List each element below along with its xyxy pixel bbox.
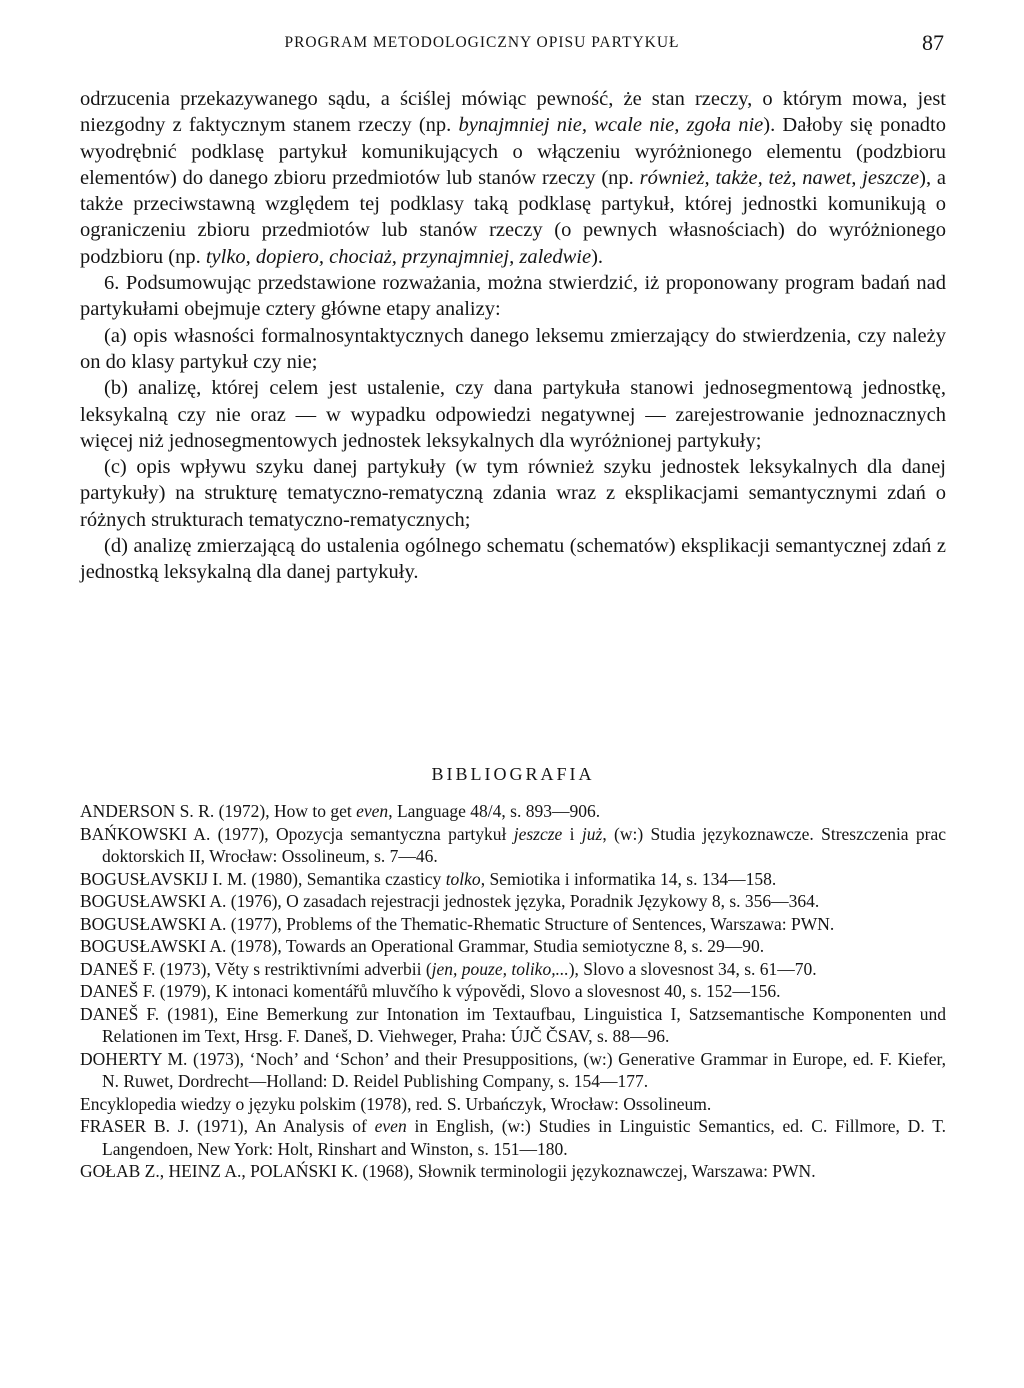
text-run: BOGUSŁAWSKI A. (1976), O zasadach rejestracji jednostek języka, Poradnik Językowy 8, s. 356—364. — [80, 891, 820, 911]
text-italic: tolko — [445, 868, 481, 889]
text-run: DANEŠ F. (1981), Eine Bemerkung zur Intonation im Textaufbau, Linguistica I, Satzsemantische Komponenten und Relationen im Text, Hrsg. F. Daneš, D. Viehweger, Praha: ÚJČ ČSAV, s. 88—96. — [80, 1003, 946, 1046]
reference-entry — [80, 890, 946, 913]
text-run: DANEŠ F. (1979), K intonaci komentářů mluvčího k výpovědi, Slovo a slovesnost 40, s. 152—156. — [80, 981, 781, 1001]
text-run: ), Slovo a slovesnost 34, s. 61—70. — [568, 958, 817, 979]
text-run: in English, (w:) Studies in Linguistic Semantics, ed. C. Fillmore, D. T. Langendoen, New York: Holt, Rinshart and Winston, s. 151—180. — [102, 1116, 946, 1159]
text-run: BAŃKOWSKI A. (1977), Opozycja semantyczna partykuł — [80, 823, 514, 844]
text-italic: już — [581, 823, 603, 844]
text-run: ). Dałoby się ponadto wyodrębnić podklasę partykuł komunikujących o włączeniu wyróżnionego elementu (podzbioru elementów) do danego zbioru przedmiotów lub stanów rzeczy (np. — [80, 114, 947, 189]
page-number: 87 — [922, 30, 944, 55]
text-run: BOGUSŁAWSKI A. (1978), Towards an Operational Grammar, Studia semiotyczne 8, s. 29—90. — [80, 936, 765, 956]
reference-entry — [80, 958, 946, 981]
reference-entry — [80, 1003, 946, 1048]
text-run: FRASER B. J. (1971), An Analysis of — [80, 1116, 375, 1136]
reference-entry — [80, 868, 946, 891]
text-italic: even — [356, 801, 389, 821]
list-item-a: (a) opis własności formalnosyntaktycznych danego leksemu zmierzający do stwierdzenia, czy należy on do klasy partykuł czy nie; — [80, 324, 946, 373]
text-run: , Semiotika i informatika 14, s. 134—158. — [480, 868, 777, 889]
reference-entry — [80, 1160, 946, 1183]
text-run: , (w:) Studia językoznawcze. Streszczenia prac doktorskich II, Wrocław: Ossolineum, s. 7—46. — [102, 823, 947, 866]
running-title: PROGRAM METODOLOGICZNY OPISU PARTYKUŁ — [284, 34, 680, 51]
reference-entry — [80, 800, 946, 823]
text-italic: even — [374, 1116, 407, 1136]
text-italic: jen, pouze, toliko,... — [431, 958, 569, 979]
paragraph-summary: 6. Podsumowując przedstawione rozważania, można stwierdzić, iż proponowany program badań nad partykułami obejmuje cztery główne etapy analizy: — [80, 272, 946, 321]
text-run: , Language 48/4, s. 893—906. — [388, 801, 601, 821]
text-run: ANDERSON S. R. (1972), How to get — [80, 801, 357, 821]
text-run: ), a także przeciwstawną względem tej podklasy taką podklasę partykuł, której jednostki komunikują o ograniczeniu zbioru przedmiotów lub stanów rzeczy (o pewnych własnościach) do wyróżnionego podzbioru (np. — [80, 166, 946, 268]
bibliography-heading: BIBLIOGRAFIA — [431, 764, 595, 784]
page-header — [80, 30, 944, 60]
example-italic: tylko, dopiero, chociaż, przynajmniej, zaledwie — [205, 245, 592, 268]
reference-entry — [80, 1093, 946, 1116]
example-italic: bynajmniej nie, wcale nie, zgoła nie — [458, 114, 764, 137]
reference-entry — [80, 980, 946, 1003]
reference-entry — [80, 935, 946, 958]
list-item-c: (c) opis wpływu szyku danej partykuły (w tym również szyku jednostek leksykalnych dla danej partykuły) na strukturę tematyczno-rematyczną zdania wraz z eksplikacjami semantycznymi zdań o różnych strukturach tematyczno-rematycznych; — [80, 456, 946, 531]
list-item-b: (b) analizę, której celem jest ustalenie, czy dana partykuła stanowi jednosegmentową jednostkę, leksykalną czy nie oraz — w wypadku odpowiedzi negatywnej — zarejestrowanie jednoznacznych więcej niż jednosegmentowych jednostek leksykalnych dla wyróżnionej partykuły; — [80, 377, 946, 452]
list-item-d: (d) analizę zmierzającą do ustalenia ogólnego schematu (schematów) eksplikacji semantycznej zdań z jednostką leksykalną dla danej partykuły. — [80, 535, 946, 584]
main-text — [80, 86, 946, 586]
text-run: GOŁAB Z., HEINZ A., POLAŃSKI K. (1968), Słownik terminologii językoznawczej, Warszawa: PWN. — [80, 1161, 816, 1181]
bibliography-list — [80, 800, 946, 1183]
text-italic: jeszcze — [513, 823, 563, 844]
text-run: BOGUSŁAVSKIJ I. M. (1980), Semantika czasticy — [80, 868, 446, 889]
text-run: DANEŠ F. (1973), Věty s restriktivními adverbii ( — [80, 958, 432, 979]
reference-entry — [80, 823, 946, 868]
text-run: DOHERTY M. (1973), ‘Noch’ and ‘Schon’ and their Presuppositions, (w:) Generative Grammar in Europe, ed. F. Kiefer, N. Ruwet, Dordrecht—Holland: D. Reidel Publishing Company, s. 154—177. — [80, 1048, 946, 1091]
reference-entry — [80, 913, 946, 936]
reference-entry — [80, 1048, 946, 1093]
reference-entry — [80, 1115, 946, 1160]
paragraph-continuation — [80, 86, 946, 270]
text-run: odrzucenia przekazywanego sądu, a ściślej mówiąc pewność, że stan rzeczy, o którym mowa, jest niezgodny z faktycznym stanem rzeczy (np. — [80, 88, 946, 137]
text-run: ). — [591, 245, 604, 268]
text-run: BOGUSŁAWSKI A. (1977), Problems of the Thematic-Rhematic Structure of Sentences, Warszawa: PWN. — [80, 913, 835, 934]
text-run: Encyklopedia wiedzy o języku polskim (1978), red. S. Urbańczyk, Wrocław: Ossolineum. — [80, 1093, 712, 1114]
example-italic: również, także, też, nawet, jeszcze — [639, 166, 920, 189]
text-run: i — [562, 823, 582, 844]
